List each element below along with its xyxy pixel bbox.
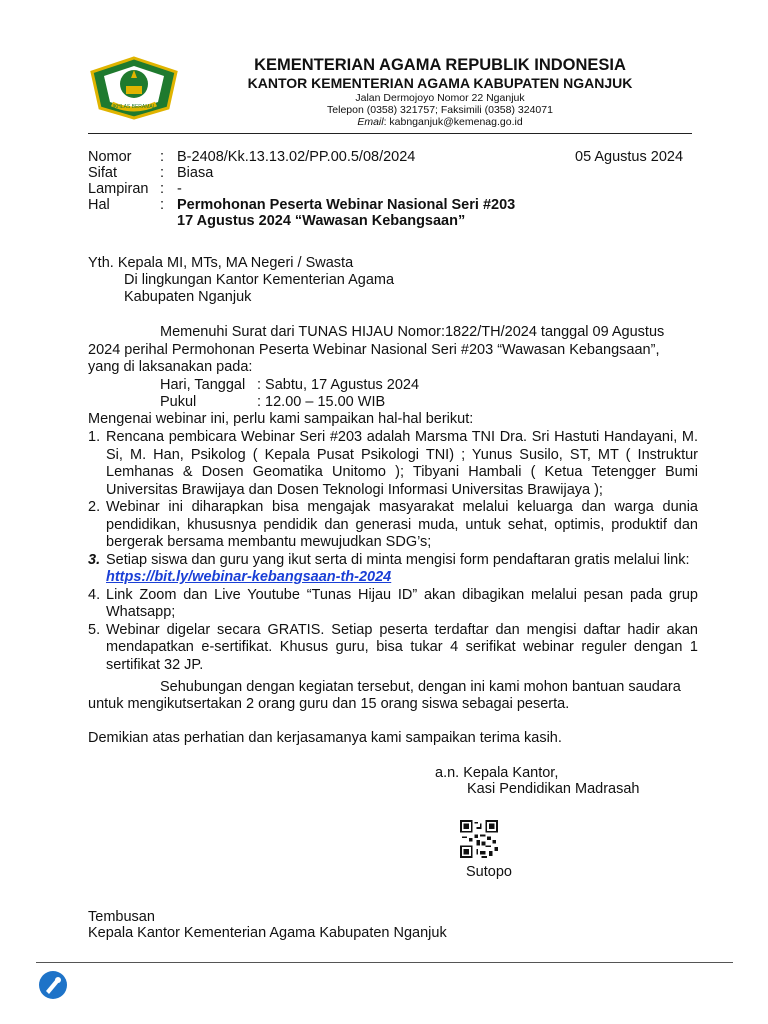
- time-value: : 12.00 – 15.00 WIB: [257, 394, 386, 410]
- hal-line-2: 17 Agustus 2024 “Wawasan Kebangsaan”: [177, 213, 466, 229]
- sifat-label: Sifat: [88, 165, 118, 181]
- letterhead-rule: [88, 133, 692, 134]
- kemenag-logo: [84, 56, 184, 120]
- intro-line-3: yang di laksanakan pada:: [88, 359, 253, 375]
- signature-line-2: Kasi Pendidikan Madrasah: [467, 781, 640, 797]
- lampiran-value: -: [177, 181, 182, 197]
- colon: :: [160, 181, 165, 197]
- sifat-value: Biasa: [177, 165, 214, 181]
- closing-line-1: Sehubungan dengan kegiatan tersebut, dengan ini kami mohon bantuan saudara: [160, 679, 681, 695]
- svg-text:IKHLAS BERAMAL: IKHLAS BERAMAL: [112, 104, 156, 110]
- nomor-label: Nomor: [88, 149, 132, 165]
- list-item: 1. Rencana pembicara Webinar Seri #203 adalah Marsma TNI Dra. Sri Hastuti Handayani, M. Si, M. Han, Psikolog ( Kepala Pusat Psikologi TNI) ; Yunus Susilo, ST, MT ( Instruktur Lemhanas & Dosen Geomatika Unitomo ); Tibyani Hambali ( Ketua Tetengger Bumi Universitas Brawijaya dan Dosen Teknologi Informasi Universitas Brawijaya );: [88, 429, 698, 498]
- nomor-value: B-2408/Kk.13.13.02/PP.00.5/08/2024: [177, 149, 416, 165]
- list-lead: Mengenai webinar ini, perlu kami sampaikan hal-hal berikut:: [88, 411, 474, 427]
- colon: :: [160, 197, 165, 213]
- hal-label: Hal: [88, 197, 110, 213]
- intro-line-2: 2024 perihal Permohonan Peserta Webinar Nasional Seri #203 “Wawasan Kebangsaan”,: [88, 342, 660, 358]
- office-phone: Telepon (0358) 321757; Faksimili (0358) 324071: [327, 104, 553, 116]
- ministry-name: KEMENTERIAN AGAMA REPUBLIK INDONESIA: [254, 56, 626, 74]
- list-item: 4. Link Zoom dan Live Youtube “Tunas Hijau ID” akan dibagikan melalui pesan pada grup Whatsapp;: [88, 586, 698, 620]
- item-list: [88, 429, 698, 674]
- day-value: : Sabtu, 17 Agustus 2024: [257, 377, 420, 393]
- signatory-name: Sutopo: [466, 864, 512, 880]
- footer-rule: [36, 962, 733, 963]
- day-label: Hari, Tanggal: [160, 377, 246, 393]
- closing-line-2: untuk mengikutsertakan 2 orang guru dan 15 orang siswa sebagai peserta.: [88, 696, 570, 712]
- colon: :: [160, 165, 165, 181]
- office-name: KANTOR KEMENTERIAN AGAMA KABUPATEN NGANJUK: [247, 75, 633, 91]
- colon: :: [160, 149, 165, 165]
- signature-line-1: a.n. Kepala Kantor,: [435, 765, 559, 781]
- cc-line-1: Kepala Kantor Kementerian Agama Kabupaten Nganjuk: [88, 925, 447, 941]
- registration-link[interactable]: https://bit.ly/webinar-kebangsaan-th-2024: [106, 569, 392, 585]
- letterhead: [190, 56, 690, 128]
- intro-line-1: Memenuhi Surat dari TUNAS HIJAU Nomor:1822/TH/2024 tanggal 09 Agustus: [160, 324, 665, 340]
- office-email: Email: kabnganjuk@kemenag.go.id: [357, 116, 523, 128]
- lampiran-label: Lampiran: [88, 181, 149, 197]
- recipient-line-1: Yth. Kepala MI, MTs, MA Negeri / Swasta: [88, 255, 354, 271]
- list-item: 2. Webinar ini diharapkan bisa mengajak masyarakat melalui keluarga dan warga dunia pendidikan, khususnya pendidik dan generasi muda, untuk sehat, optimis, produktif dan bergerak bersama membantu mewujudkan SDG’s;: [88, 499, 698, 550]
- time-label: Pukul: [160, 394, 197, 410]
- closing-thanks: Demikian atas perhatian dan kerjasamanya kami sampaikan terima kasih.: [88, 730, 562, 746]
- recipient-line-3: Kabupaten Nganjuk: [124, 289, 252, 305]
- e-signature-icon: [38, 970, 68, 1000]
- qr-code-icon: [458, 820, 500, 858]
- list-item: 5. Webinar digelar secara GRATIS. Setiap peserta terdaftar dan mengisi daftar hadir akan mendapatkan e-sertifikat. Khusus guru, bisa tukar 4 serifikat webinar reguler dengan 1 sertifikat 32 JP.: [88, 621, 698, 673]
- hal-line-1: Permohonan Peserta Webinar Nasional Seri #203: [177, 197, 516, 213]
- letter-date: 05 Agustus 2024: [575, 149, 684, 165]
- cc-title: Tembusan: [88, 909, 155, 925]
- recipient-line-2: Di lingkungan Kantor Kementerian Agama: [124, 272, 395, 288]
- office-address: Jalan Dermojoyo Nomor 22 Nganjuk: [355, 92, 525, 104]
- list-item: 3. Setiap siswa dan guru yang ikut serta di minta mengisi form pendaftaran gratis melalui link: https://bit.ly/webinar-kebangsaan-th-2024: [88, 551, 690, 585]
